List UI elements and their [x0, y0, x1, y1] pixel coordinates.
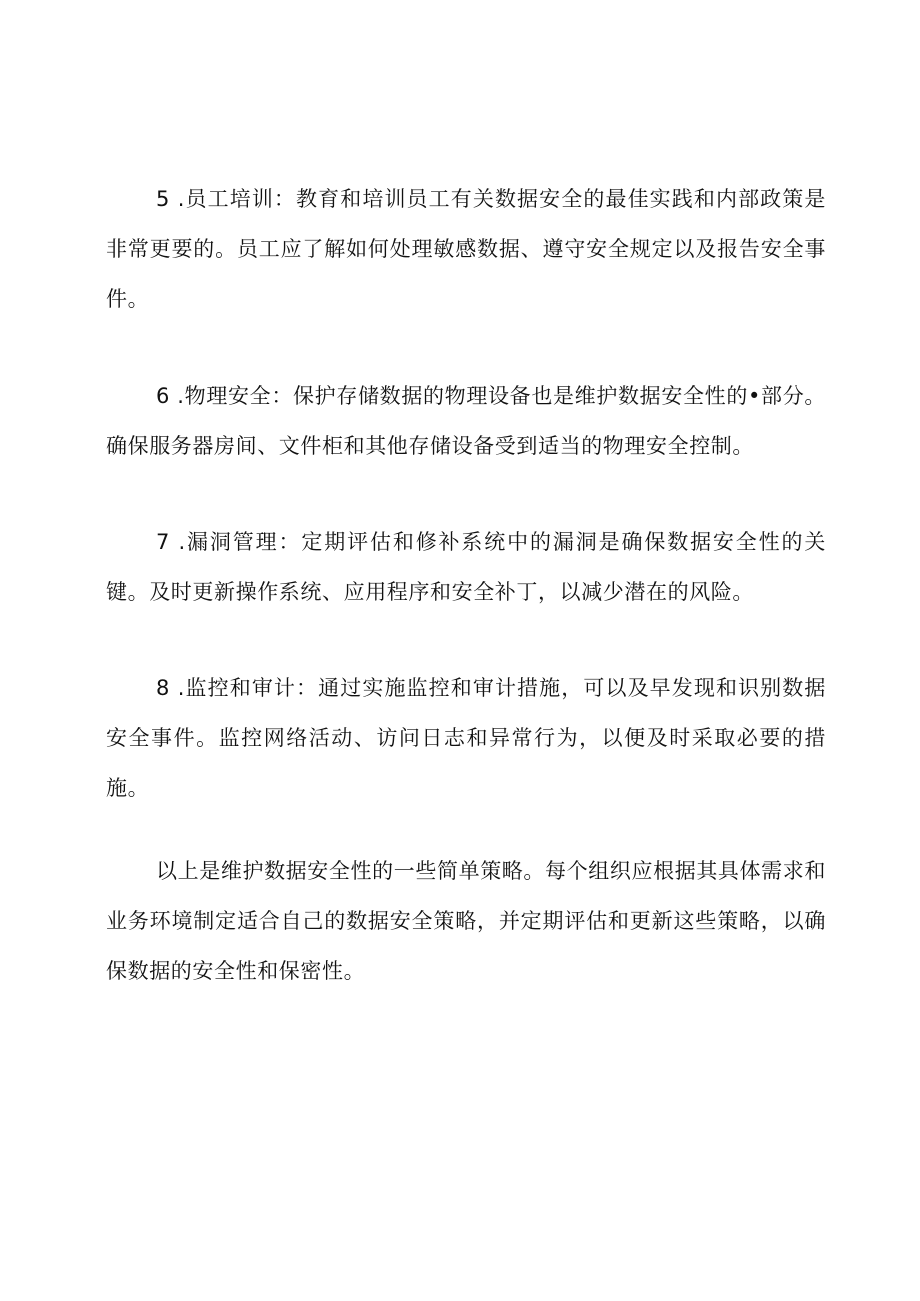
- paragraph-employee-training: 5 .员工培训：教育和培训员工有关数据安全的最佳实践和内部政策是非常更要的。员工应了解如何处理敏感数据、遵守安全规定以及报告安全事件。: [106, 187, 826, 311]
- paragraph-monitoring-audit: 8 .监控和审计：通过实施监控和审计措施，可以及早发现和识别数据安全事件。监控网络活动、访问日志和异常行为，以便及时采取必要的措施。: [106, 676, 826, 800]
- paragraph-physical-security: 6 .物理安全：保护存储数据的物理设备也是维护数据安全性的•部分。确保服务器房间、文件柜和其他存储设备受到适当的物理安全控制。: [106, 384, 826, 458]
- paragraph-conclusion: 以上是维护数据安全性的一些简单策略。每个组织应根据其具体需求和业务环境制定适合自己的数据安全策略，并定期评估和更新这些策略，以确保数据的安全性和保密性。: [106, 859, 826, 983]
- paragraph-vulnerability-management: 7 .漏洞管理：定期评估和修补系统中的漏洞是确保数据安全性的关键。及时更新操作系统、应用程序和安全补丁，以减少潜在的风险。: [106, 530, 826, 604]
